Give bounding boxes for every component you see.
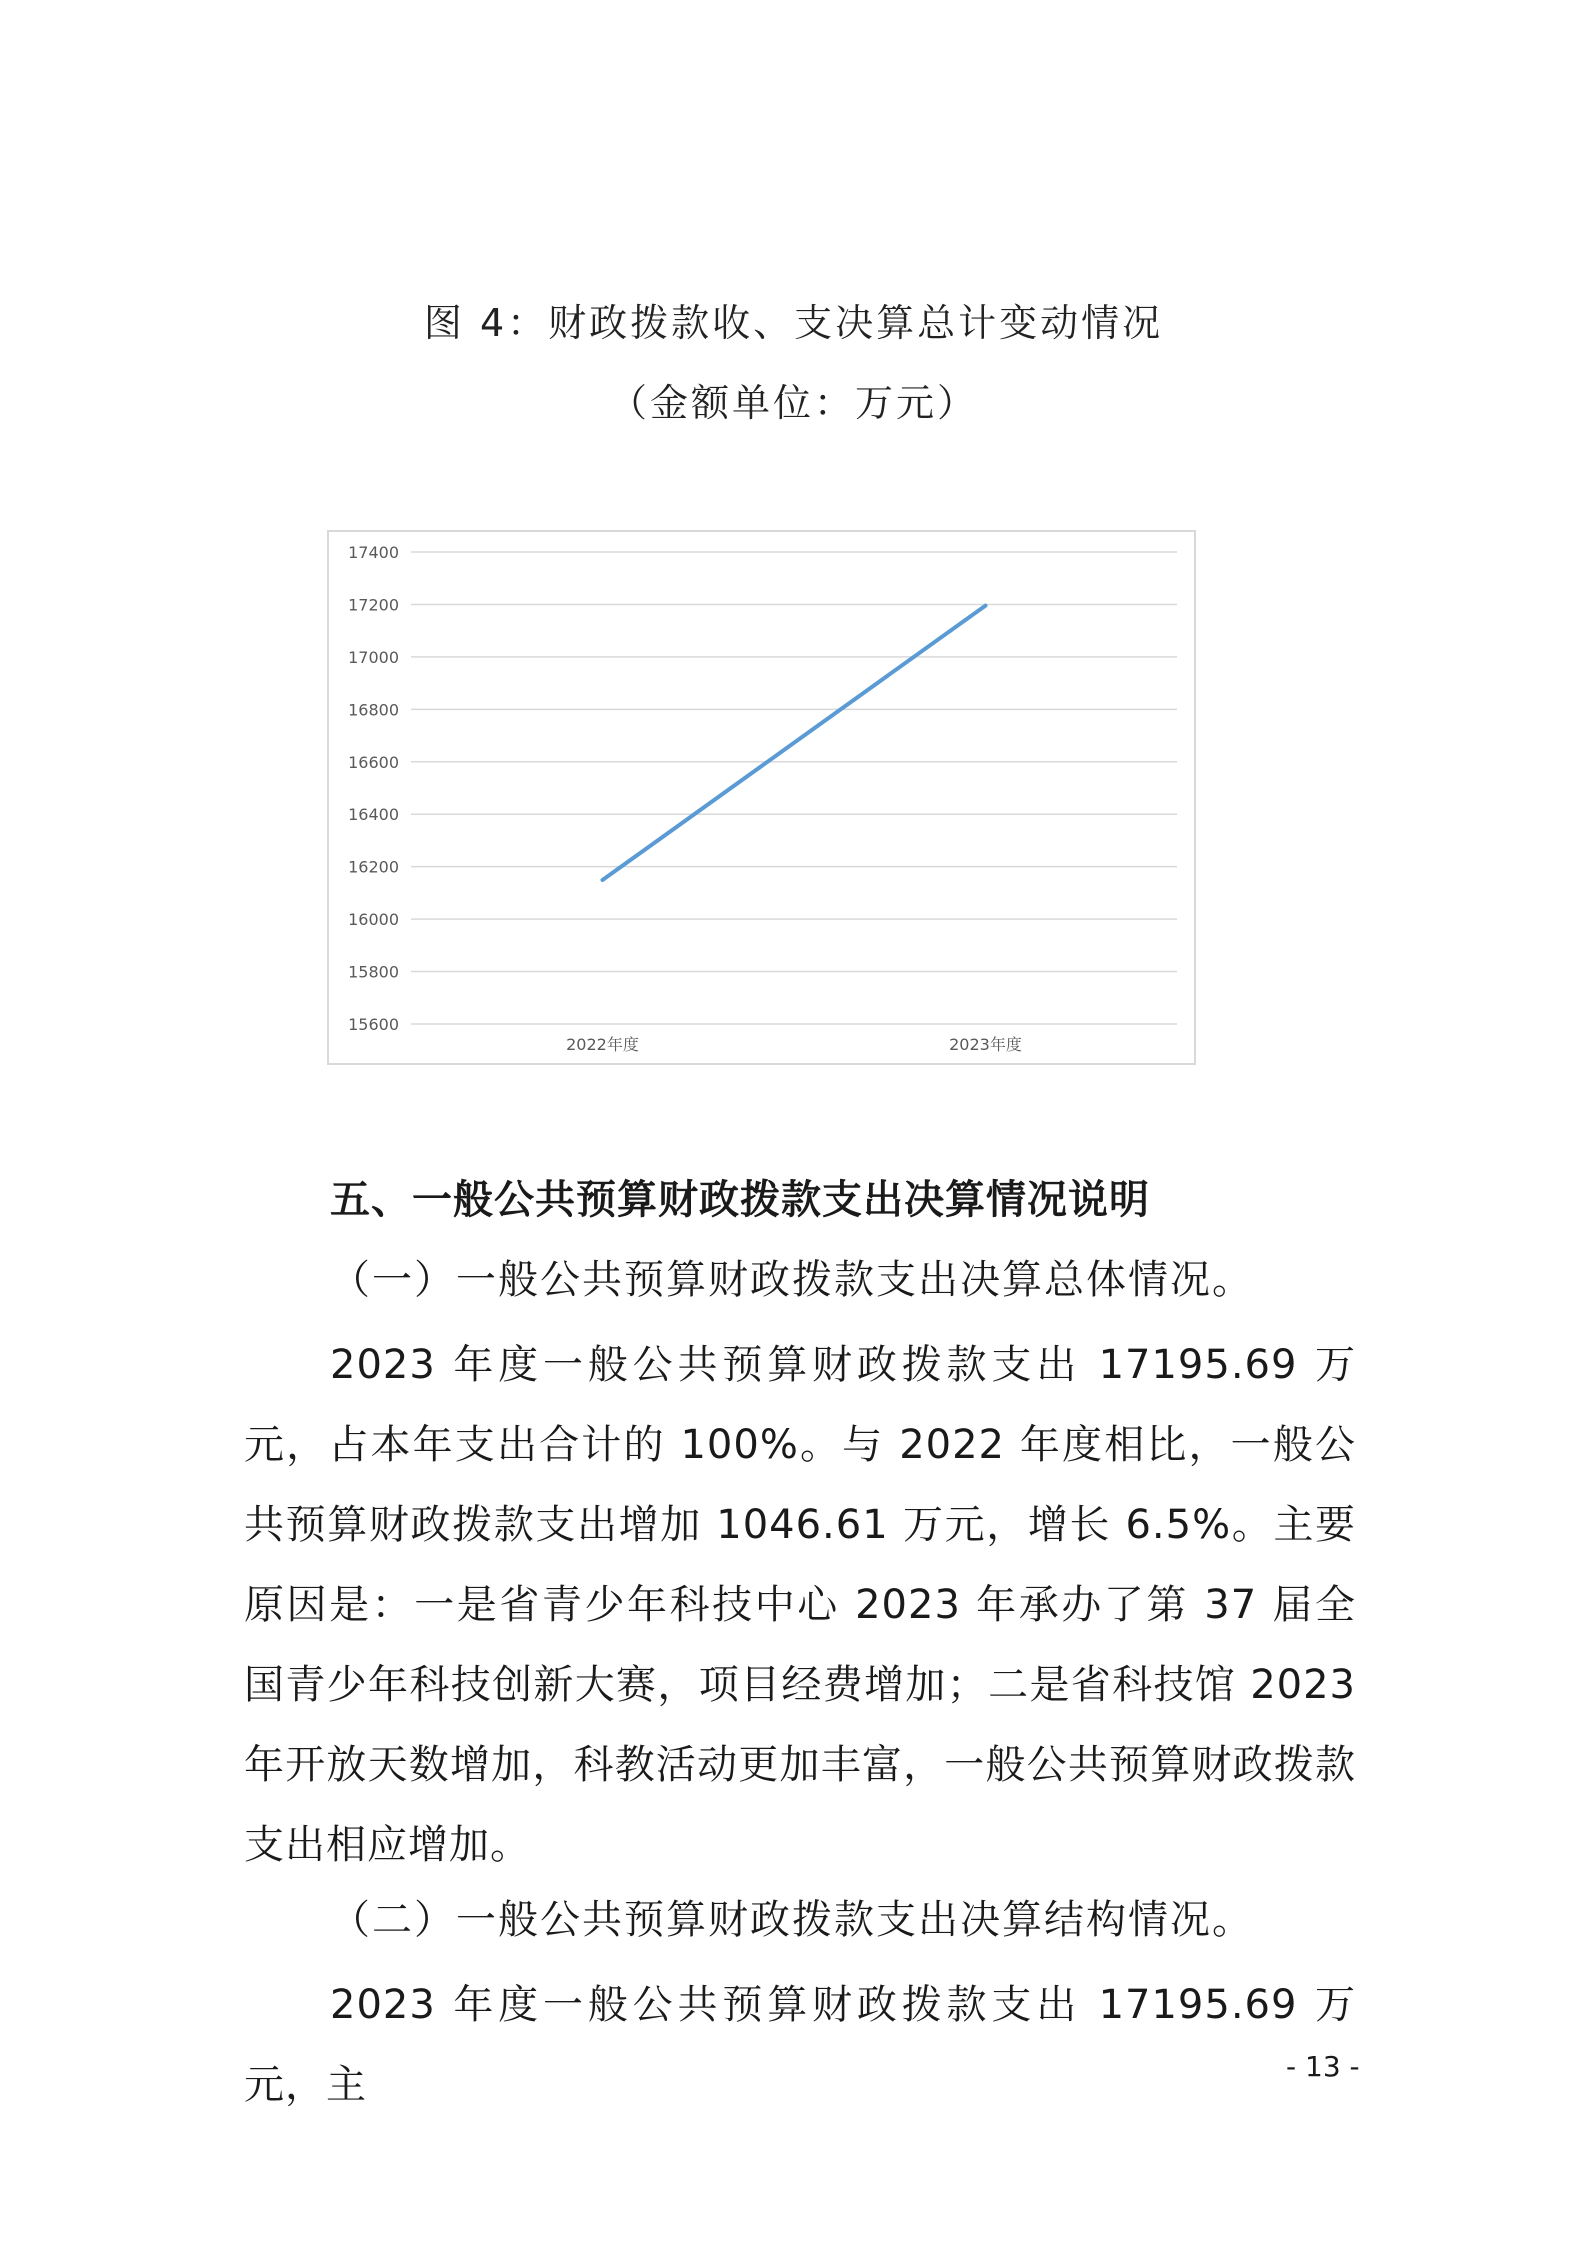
y-tick-label: 16800 [348,700,399,720]
y-tick-label: 17400 [348,543,399,562]
x-tick-label: 2023年度 [949,1035,1022,1054]
line-chart [327,530,1196,1065]
y-tick-label: 16400 [348,805,399,825]
figure-unit-note: （金额单位：万元） [608,381,978,425]
page-number: - 13 - [1286,2050,1360,2083]
subsection-heading-1: （一）一般公共预算财政拨款支出决算总体情况。 [330,1257,1254,1303]
series-line [603,606,986,880]
figure-title: 图 4：财政拨款收、支决算总计变动情况 [423,301,1164,345]
y-tick-label: 16000 [348,910,399,930]
y-tick-label: 16200 [348,857,399,877]
paragraph-1: 2023 年度一般公共预算财政拨款支出 17195.69 万元，占本年支出合计的 100%。与 2022 年度相比，一般公共预算财政拨款支出增加 1046.61 万元，增长 6.5%。主要原因是：一是省青少年科技中心 2023 年承办了第 37 届全国青少年科技创新大赛，项目经费增加；二是省科技馆 2023 年开放天数增加，科教活动更加丰富，一般公共预算财政拨款支出相应增加。 [244,1342,1356,1868]
chart-canvas [329,532,1194,1063]
paragraph-2: 2023 年度一般公共预算财政拨款支出 17195.69 万元，主 [244,1982,1356,2108]
y-tick-label: 17200 [348,595,399,615]
section-heading: 五、一般公共预算财政拨款支出决算情况说明 [330,1177,1150,1223]
x-tick-label: 2022年度 [566,1035,639,1054]
y-tick-label: 15800 [348,962,399,982]
y-tick-label: 15600 [348,1015,399,1034]
subsection-heading-2: （二）一般公共预算财政拨款支出决算结构情况。 [330,1897,1254,1943]
y-tick-label: 17000 [348,647,399,667]
y-tick-label: 16600 [348,752,399,772]
